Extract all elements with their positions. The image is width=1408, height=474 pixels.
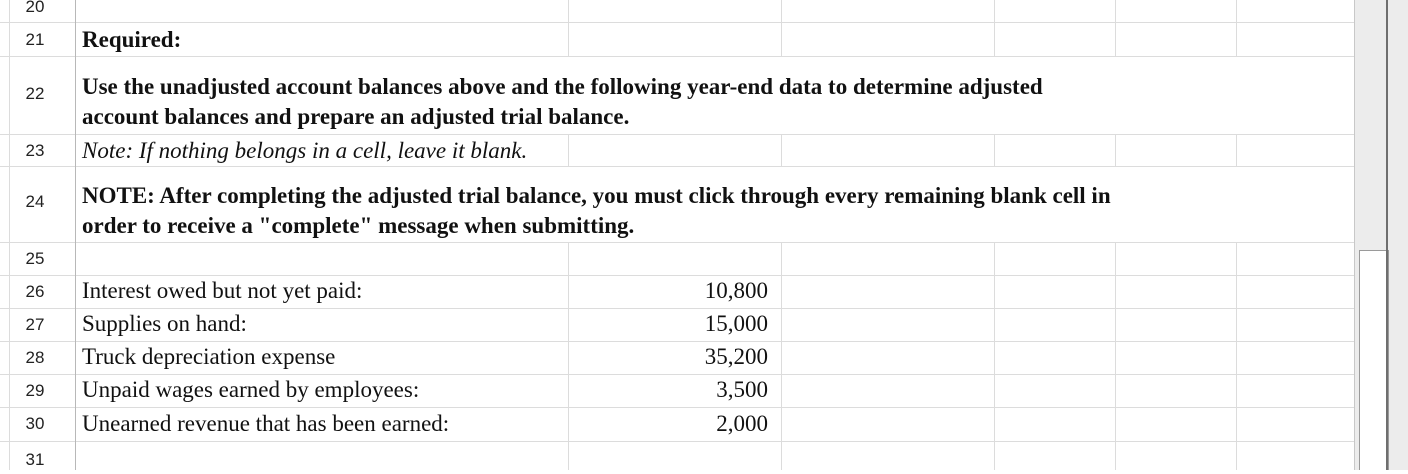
adjustment-label-supplies[interactable]: Supplies on hand: bbox=[82, 311, 247, 336]
warning-line-1: NOTE: After completing the adjusted trial balance, you must click through every remaining blank cell in bbox=[82, 183, 1111, 208]
scrollbar-thumb[interactable] bbox=[1359, 250, 1389, 470]
row-border bbox=[0, 22, 1354, 23]
adjustment-value-wages[interactable]: 3,500 bbox=[716, 377, 768, 402]
adjustment-label-unearned-revenue[interactable]: Unearned revenue that has been earned: bbox=[82, 411, 450, 436]
row-border bbox=[0, 242, 1354, 243]
instructions-line-1: Use the unadjusted account balances above and the following year-end data to determine adjusted bbox=[82, 74, 1043, 99]
required-heading: Required: bbox=[82, 27, 182, 52]
row-number: 24 bbox=[25, 192, 45, 211]
row-number: 21 bbox=[25, 30, 45, 49]
adjustment-label-wages[interactable]: Unpaid wages earned by employees: bbox=[82, 377, 420, 402]
row-number: 27 bbox=[25, 315, 45, 334]
row-number: 23 bbox=[25, 141, 45, 160]
adjustment-value-unearned-revenue[interactable]: 2,000 bbox=[716, 411, 768, 436]
warning-line-2: order to receive a "complete" message when submitting. bbox=[82, 213, 635, 238]
adjustment-label-interest[interactable]: Interest owed but not yet paid: bbox=[82, 278, 363, 303]
scrollbar-edge bbox=[1386, 0, 1388, 470]
blank-cell-note: Note: If nothing belongs in a cell, leave it blank. bbox=[82, 138, 528, 163]
vertical-scrollbar[interactable] bbox=[1354, 0, 1408, 470]
row-number: 22 bbox=[25, 84, 45, 103]
row-border bbox=[0, 407, 1354, 408]
row-number: 31 bbox=[25, 450, 45, 469]
row-number: 29 bbox=[25, 381, 45, 400]
adjustment-value-interest[interactable]: 10,800 bbox=[704, 278, 768, 303]
adjustment-value-depreciation[interactable]: 35,200 bbox=[704, 344, 768, 369]
row-number: 28 bbox=[25, 348, 45, 367]
row-border bbox=[0, 441, 1354, 442]
row-number: 26 bbox=[25, 282, 45, 301]
adjustment-label-depreciation[interactable]: Truck depreciation expense bbox=[82, 344, 336, 369]
row-border bbox=[0, 134, 1354, 135]
row-number: 20 bbox=[25, 0, 45, 16]
instructions-line-2: account balances and prepare an adjusted trial balance. bbox=[82, 104, 630, 129]
adjustment-value-supplies[interactable]: 15,000 bbox=[704, 311, 768, 336]
row-number: 25 bbox=[25, 249, 45, 268]
row-number: 30 bbox=[25, 414, 45, 433]
